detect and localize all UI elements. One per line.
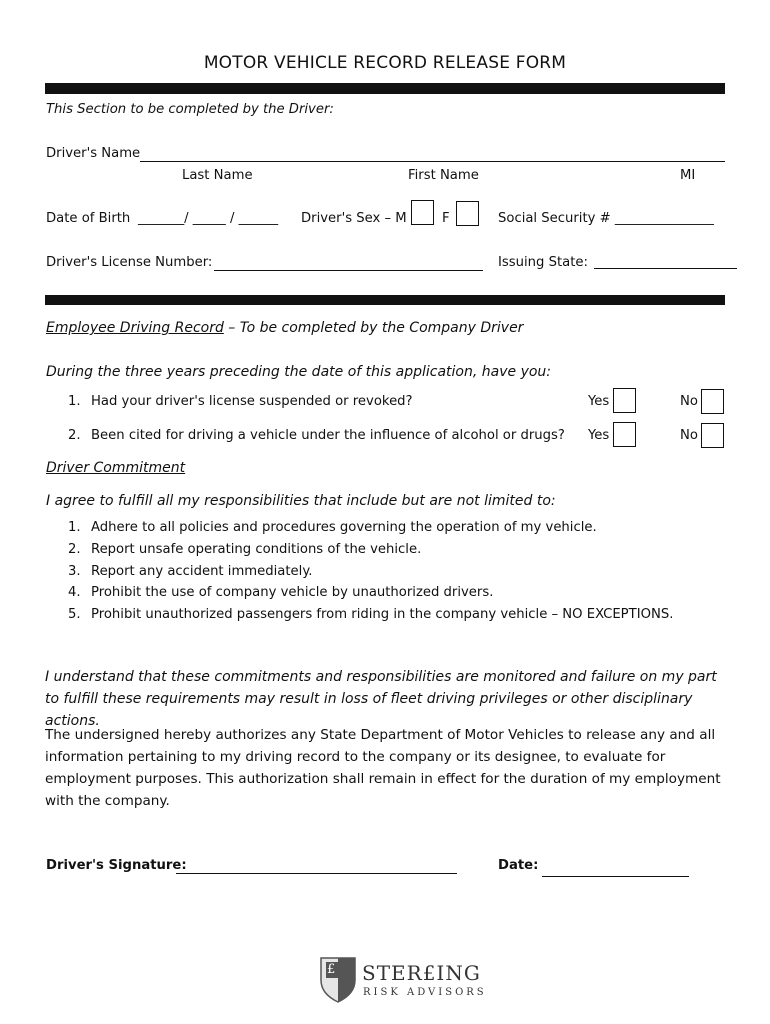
driver-section-heading: This Section to be completed by the Driver:	[46, 102, 334, 117]
question-1-number: 1.	[68, 394, 81, 409]
commitment-item-1-number: 1.	[68, 520, 81, 535]
question-2-no-checkbox[interactable]	[701, 423, 724, 448]
signature-label: Driver's Signature:	[46, 858, 187, 873]
question-1-no-checkbox[interactable]	[701, 389, 724, 414]
commitment-item-3-number: 3.	[68, 564, 81, 579]
question-1-no-label: No	[680, 394, 698, 409]
sex-female-checkbox[interactable]	[456, 201, 479, 226]
date-of-birth-field[interactable]: _______/ _____ / ______	[138, 211, 279, 226]
driver-commitment-heading: Driver Commitment	[46, 460, 186, 476]
question-1-text: Had your driver's license suspended or revoked?	[91, 394, 413, 409]
question-2-number: 2.	[68, 428, 81, 443]
question-2-text: Been cited for driving a vehicle under the influence of alcohol or drugs?	[91, 428, 565, 443]
social-security-field[interactable]: Social Security # _______________	[498, 211, 714, 226]
shield-pound-symbol: £	[327, 962, 336, 977]
license-number-field[interactable]	[214, 270, 483, 271]
logo-brand-text: STER£ING	[362, 961, 481, 985]
commitment-item-2: Report unsafe operating conditions of the vehicle.	[91, 542, 422, 557]
commitment-intro: I agree to fulfill all my responsibilities that include but are not limited to:	[46, 493, 556, 509]
question-2-yes-checkbox[interactable]	[613, 422, 636, 447]
form-title: MOTOR VEHICLE RECORD RELEASE FORM	[203, 53, 567, 73]
sterling-shield-logo	[318, 954, 358, 1004]
employee-record-heading-underlined: Employee Driving Record	[46, 320, 224, 336]
logo-sub-text: RISK ADVISORS	[363, 987, 487, 998]
employee-record-intro: During the three years preceding the date of this application, have you:	[46, 364, 552, 380]
commitment-item-3: Report any accident immediately.	[91, 564, 313, 579]
question-2-yes-label: Yes	[588, 428, 610, 443]
question-2-no-label: No	[680, 428, 698, 443]
drivers-sex-label: Driver's Sex – M	[301, 211, 407, 226]
date-of-birth-label: Date of Birth	[46, 211, 131, 226]
commitment-item-2-number: 2.	[68, 542, 81, 557]
employee-record-heading-rest: – To be completed by the Company Driver	[223, 320, 524, 336]
commitment-item-1: Adhere to all policies and procedures governing the operation of my vehicle.	[91, 520, 597, 535]
first-name-caption: First Name	[408, 168, 479, 183]
date-field[interactable]	[542, 876, 689, 877]
question-1-yes-label: Yes	[588, 394, 610, 409]
signature-field[interactable]	[176, 873, 457, 874]
issuing-state-field[interactable]	[594, 268, 737, 269]
header-divider-bar	[45, 83, 725, 94]
license-number-label: Driver's License Number:	[46, 255, 213, 270]
commitment-item-5-number: 5.	[68, 607, 81, 622]
section-divider-bar	[45, 295, 725, 305]
authorization-statement: The undersigned hereby authorizes any State Department of Motor Vehicles to release any and all information pertaining to my driving record to the company or its designee, to evaluate for employment purposes. This authorization shall remain in effect for the duration of my employment with the company.	[45, 727, 721, 809]
commitment-item-4: Prohibit the use of company vehicle by unauthorized drivers.	[91, 585, 494, 600]
sex-male-blank: ___	[412, 211, 432, 226]
issuing-state-label: Issuing State:	[498, 255, 588, 270]
question-1-yes-checkbox[interactable]	[613, 388, 636, 413]
date-label: Date:	[498, 858, 539, 873]
drivers-name-field[interactable]	[140, 161, 725, 162]
employee-record-heading	[46, 320, 523, 336]
last-name-caption: Last Name	[182, 168, 253, 183]
shield-icon	[318, 954, 358, 1004]
sex-f-label: F	[442, 211, 450, 226]
drivers-name-label: Driver's Name	[46, 146, 141, 161]
commitment-item-4-number: 4.	[68, 585, 81, 600]
commitment-item-5: Prohibit unauthorized passengers from riding in the company vehicle – NO EXCEPTIONS.	[91, 607, 674, 622]
mi-caption: MI	[680, 168, 696, 183]
understand-statement: I understand that these commitments and responsibilities are monitored and failure on my part to fulfill these requirements may result in loss of fleet driving privileges or other disciplinary actions.	[45, 669, 717, 729]
